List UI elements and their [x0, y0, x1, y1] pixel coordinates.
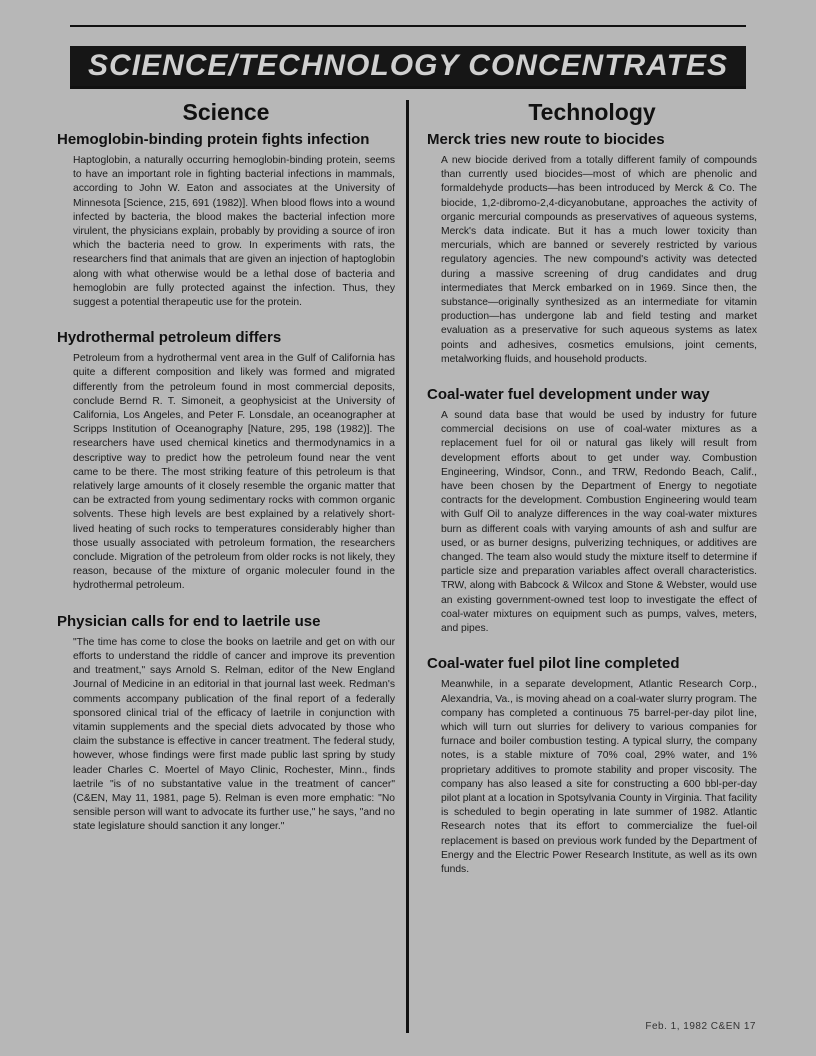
article-headline: Hemoglobin-binding protein fights infection: [57, 131, 370, 148]
top-rule: [70, 25, 746, 27]
science-column: [57, 96, 395, 849]
technology-column: [427, 96, 757, 891]
article-body: Petroleum from a hydrothermal vent area in the Gulf of California has quite a different composition and likely was formed and migrated differently from the petroleum found in most commercial deposits, conclude Bernd R. T. Simoneit, a geophysicist at the University of California, Los Angeles, and Peter F. Lonsdale, an oceanographer at Scripps Institution of Oceanography [Nature, 295, 198 (1982)]. The researchers have used chemical kinetics and thermodynamics in a descriptive way to predict how the petroleum found near the vent came to be there. The most striking feature of this petroleum is that relatively large amounts of it closely resemble the organic matter that can be extracted from young sedimentary rocks with common organic solvents. These high levels are best explained by a relatively short-lived heating of such rocks to temperatures considerably higher than those usually associated with petroleum formation, the researchers conclude. Migration of the petroleum from older rocks is not likely, they reason, because of the mixture of organic moleculer found in the hydrothermal petroleum.: [73, 353, 395, 592]
article-body: Haptoglobin, a naturally occurring hemoglobin-binding protein, seems to have an important role in fighting bacterial infections in mammals, according to John W. Eaton and associates at the University of Minnesota [Science, 215, 691 (1982)]. When blood flows into a wound infected by bacteria, the blood makes the bacterial infection more virulent, the physicians explain, probably by providing a source of iron which the bacteria need to grow. In experiments with rats, the researchers find that animals that are given an injection of haptoglobin along with what otherwise would be a lethal dose of bacteria and hemoglobin are fully protected against the infection. Thus, they suggest a potential therapeutic use for the protein.: [73, 155, 395, 309]
science-heading: Science: [182, 99, 270, 125]
article-headline: Physician calls for end to laetrile use: [57, 612, 321, 630]
column-divider: [406, 100, 409, 1033]
article-hemoglobin: [57, 130, 395, 310]
page-footer: Feb. 1, 1982 C&EN 17: [645, 1021, 756, 1032]
article-body: "The time has come to close the books on laetrile and get on with our efforts to understand the riddle of cancer and improve its prevention and treatment," says Arnold S. Relman, editor of the New England Journal of Medicine in an editorial in that journal last week. Redman's comments accompany publication of the final report of a federally sponsored clinical trial of the efficacy of laetrile in conjunction with vitamin supplements and the special diets advocated by those who claim the substance is effective in cancer treatment. The federal study, however, whose findings were first made public last spring by study leader Charles C. Moertel of Mayo Clinic, Rochester, Minn., finds laetrile "is of no substantative value in the treatment of cancer" (C&EN, May 11, 1981, page 5). Relman is even more emphatic: "No sensible person will want to advocate its further use," he says, "and no state legislature should sanction it any longer.": [73, 636, 395, 833]
article-coal-water-development: [427, 385, 757, 636]
article-body: Meanwhile, in a separate development, Atlantic Research Corp., Alexandria, Va., is moving ahead on a coal-water slurry program. The company has completed a continuous 75 barrel-per-day pilot line, which will turn out slurries for delivery to various companies for furnace and boiler combustion testing. A typical slurry, the company notes, is a stable mixture of 70% coal, 29% water, and 1% proprietary additives to promote stability and proper viscosity. The company has also leased a site for constructing a 600 bbl-per-day pilot plant at a location in Spotsylvania County in Virginia. That facility is scheduled to begin operating in late summer of 1982. Atlantic Research notes that its effort to commercialize the fuel-oil replacement is based on previous work funded by the Department of Energy and the Electric Power Research Institute, as well as its own funds.: [441, 679, 757, 875]
banner-underline: [70, 86, 746, 89]
article-headline: Hydrothermal petroleum differs: [57, 329, 282, 347]
article-headline: Merck tries new route to biocides: [427, 131, 665, 148]
article-headline: Coal-water fuel pilot line completed: [427, 655, 680, 673]
article-merck: [427, 130, 757, 367]
article-body: A sound data base that would be used by industry for future commercial decisions on use of coal-water mixtures as a replacement fuel for oil or natural gas likely will result from development efforts about to get under way. Combustion Engineering, Windsor, Conn., and TRW, Redondo Beach, Calif., have been chosen by the Department of Energy to negotiate contracts for the development. Combustion Engineering would team with Gulf Oil to analyze differences in the way coal-water mixtures burn as different coals with varying amounts of ash and sulfur are used, or as burner designs, pulverizing techniques, or additives are changed. The team also would study the mixture itself to determine if particle size and preparation variables affect overall characteristics. TRW, along with Babcock & Wilcox and Stone & Webster, would use an existing government-owned test loop to investigate the effect of coal-water mixtures on equipment such as pumps, valves, meters, and pipes.: [441, 410, 757, 635]
article-body: A new biocide derived from a totally different family of compounds than currently used biocides—most of which are phenolic and formaldehyde products—has been introduced by Merck & Co. The biocide, 1,2-dibromo-2,4-dicyanobutane, approaches the activity of organic mercurial compounds as preservatives of aqueous systems, Merck's data indicate. But it has a much lower toxicity than mercurials, which are banned or severely restricted by various regulatory agencies. The new compound's activity was detected during a massive screening of drug candidates and drug intermediates that Merck embarked on in 1969. Since then, the substance—originally synthesized as an intermediate for vitamin production—has undergone lab and field testing and market evaluation as a preservative for such aqueous systems as latex points and adhesives, cosmetics emulsions, joint cements, metalworking fluids, and household products.: [441, 155, 757, 365]
technology-heading: Technology: [528, 99, 656, 125]
banner-title: SCIENCE/TECHNOLOGY CONCENTRATES: [88, 49, 728, 82]
section-banner: [70, 46, 746, 86]
article-headline: Coal-water fuel development under way: [427, 386, 710, 404]
article-laetrile: [57, 612, 395, 835]
article-coal-water-pilot: [427, 654, 757, 877]
article-petroleum: [57, 328, 395, 593]
